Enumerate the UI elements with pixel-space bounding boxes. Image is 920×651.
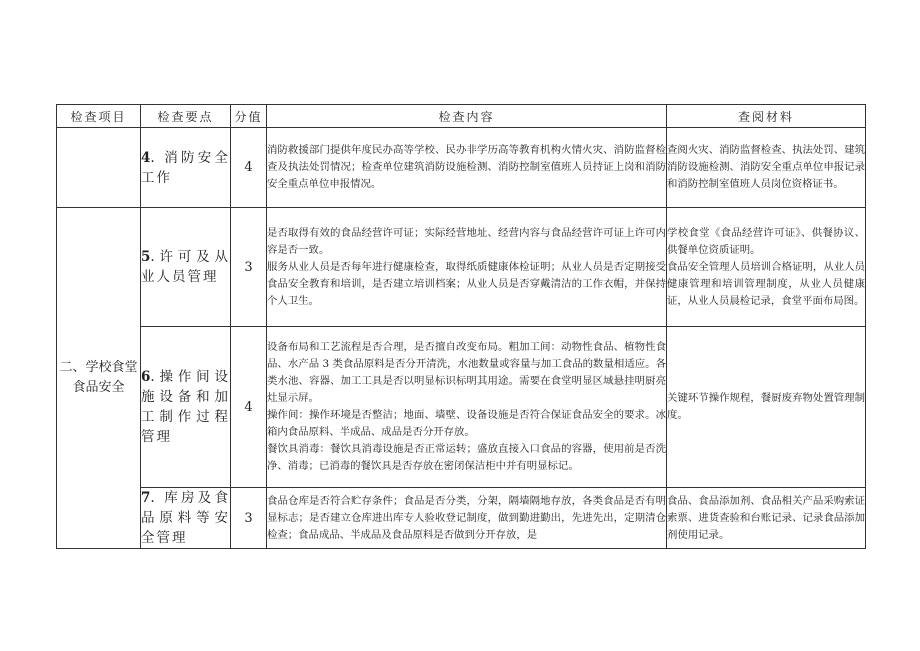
material-text: 食品安全管理人员培训合格证明，从业人员健康管理和培训管理制度，从业人员健康证，从业人员晨检记录，食堂平面布局图。 [667, 260, 865, 307]
content-text: 操作间：操作环境是否整洁；地面、墙壁、设备设施是否符合保证食品安全的要求。冰箱内食品原料、半成品、成品是否分开存放。 [267, 409, 666, 438]
section-title: 二、学校食堂食品安全 [57, 208, 141, 549]
point-number: 6 [141, 369, 151, 385]
check-point [141, 327, 231, 488]
score-value: 3 [231, 208, 267, 327]
score-value: 4 [231, 327, 267, 488]
header-score: 分值 [231, 105, 267, 128]
content-text: 设备布局和工艺流程是否合理，是否擅自改变布局。粗加工间：动物性食品、植物性食品、水产品 3 类食品原料是否分开清洗，水池数量或容量与加工食品的数量相适应。各类水池、容器、加工工具是否以明显标识标明其用途。需要在食堂明显区域悬挂明厨亮灶显示屏。 [267, 341, 666, 404]
section-cell-empty [57, 128, 141, 208]
content-cell [267, 128, 667, 208]
check-point [141, 208, 231, 327]
content-cell [267, 208, 667, 327]
table-row [57, 208, 866, 327]
point-number: 5 [141, 249, 151, 265]
table-row [57, 327, 866, 488]
check-point [141, 128, 231, 208]
material-text: 学校食堂《食品经营许可证》、供餐协议、供餐单位资质证明。 [667, 226, 865, 256]
point-label: . 消防安全工作 [141, 149, 230, 186]
table-row [57, 488, 866, 549]
content-text: 食品仓库是否符合贮存条件；食品是否分类，分架，隔墙隔地存放，各类食品是否有明显标志；是否建立仓库进出库专人验收登记制度，做到勤进勤出，先进先出，定期清仓检查；食品成品、半成品及食品原料是否做到分开存放，是 [267, 494, 666, 541]
header-content: 检查内容 [267, 105, 667, 128]
content-text: 服务从业人员是否每年进行健康检查，取得纸质健康体检证明；从业人员是否定期接受食品安全教育和培训，是否建立培训档案；从业人员是否穿戴清洁的工作衣帽，并保持个人卫生。 [267, 260, 666, 307]
material-text: 关键环节操作规程，餐厨废弃物处置管理制度。 [667, 392, 865, 421]
score-value: 4 [231, 128, 267, 208]
material-text: 查阅火灾、消防监督检查、执法处罚、建筑消防设施检测、消防安全重点单位申报记录和消防控制室值班人员岗位资格证书。 [667, 144, 865, 190]
point-label: .许可及从业人员管理 [141, 249, 230, 285]
header-point: 检查要点 [141, 105, 231, 128]
content-text: 餐饮具消毒：餐饮具消毒设施是否正常运转；盛放直接入口食品的容器，使用前是否洗净、消毒；已消毒的餐饮具是否存放在密闭保洁柜中并有明显标记。 [267, 443, 666, 472]
point-label: . 库房及食品原料等安全管理 [141, 490, 230, 546]
inspection-table [56, 104, 866, 549]
check-point [141, 488, 231, 549]
point-label: .操作间设施设备和加工制作过程管理 [141, 369, 230, 445]
content-text: 是否取得有效的食品经营许可证；实际经营地址、经营内容与食品经营许可证上许可内容是否一致。 [267, 226, 666, 256]
table-row [57, 128, 866, 208]
material-text: 食品、食品添加剂、食品相关产品采购索证索票、进货查验和台账记录、记录食品添加剂使用记录。 [667, 494, 865, 541]
score-value: 3 [231, 488, 267, 549]
content-cell [267, 488, 667, 549]
content-text: 消防救援部门提供年度民办高等学校、民办非学历高等教育机构火情火灾、消防监督检查及执法处罚情况；检查单位建筑消防设施检测、消防控制室值班人员持证上岗和消防安全重点单位申报情况。 [267, 144, 666, 190]
material-cell [667, 128, 866, 208]
content-cell [267, 327, 667, 488]
material-cell [667, 208, 866, 327]
material-cell [667, 488, 866, 549]
point-number: 7 [141, 490, 151, 506]
point-number: 4 [141, 149, 151, 166]
header-row [57, 105, 866, 128]
header-material: 查阅材料 [667, 105, 866, 128]
material-cell [667, 327, 866, 488]
header-item: 检查项目 [57, 105, 141, 128]
